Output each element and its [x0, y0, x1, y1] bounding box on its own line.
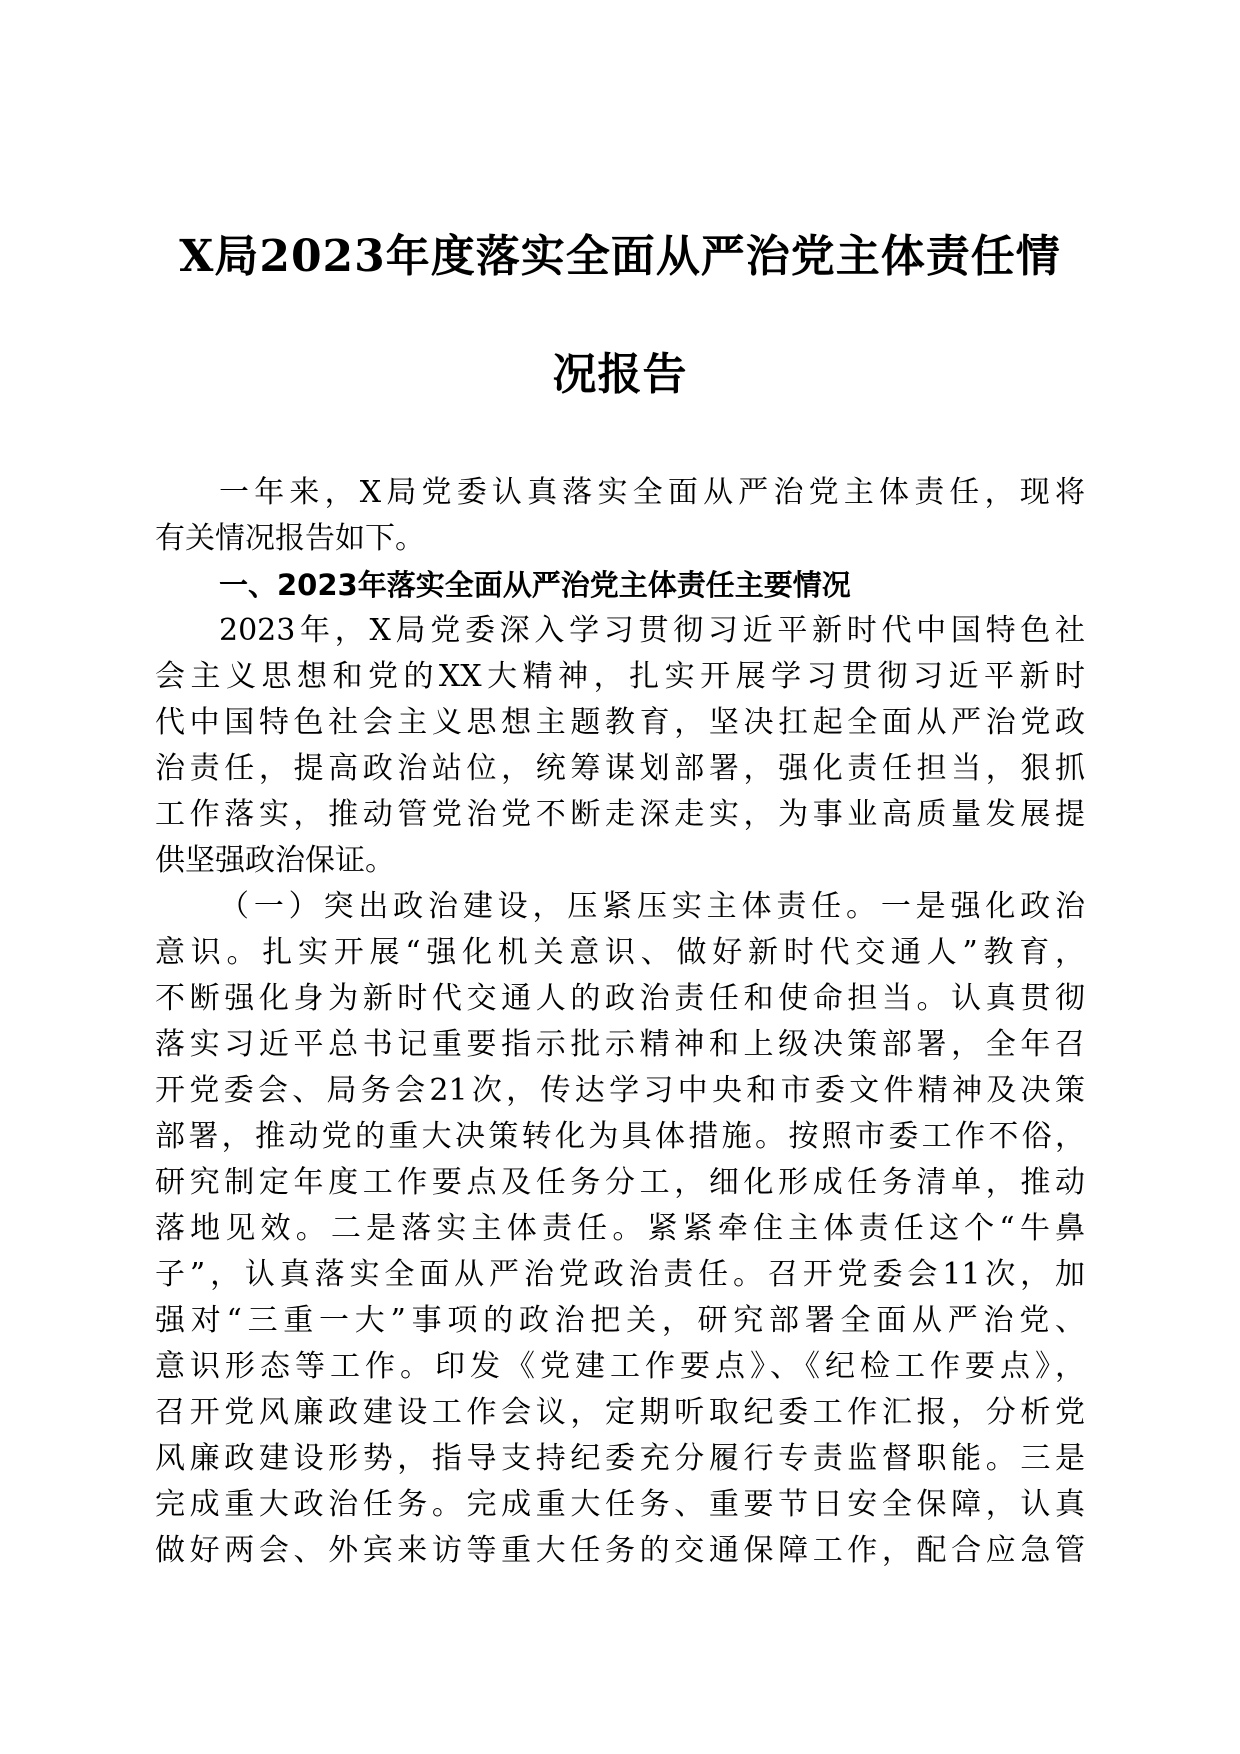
paragraph-line: 落地见效。二是落实主体责任。紧紧牵住主体责任这个“牛鼻	[155, 1211, 1085, 1246]
paragraph-line: 有关情况报告如下。	[155, 521, 425, 556]
paragraph-line: 召开党风廉政建设工作会议，定期听取纪委工作汇报，分析党	[155, 1395, 1085, 1430]
paragraph-line: 意识形态等工作。印发《党建工作要点》、《纪检工作要点》，	[155, 1349, 1085, 1384]
document-title-line-2: 况报告	[552, 349, 688, 400]
paragraph-line: 研究制定年度工作要点及任务分工，细化形成任务清单，推动	[155, 1165, 1085, 1200]
document-title-line-1: X局2023年度落实全面从严治党主体责任情	[179, 231, 1061, 282]
paragraph-line: 意识。扎实开展“强化机关意识、做好新时代交通人”教育，	[155, 935, 1085, 970]
paragraph-line: 2023年，X局党委深入学习贯彻习近平新时代中国特色社	[219, 613, 1085, 648]
paragraph-line: 开党委会、局务会21次，传达学习中央和市委文件精神及决策	[155, 1073, 1085, 1108]
paragraph-line: 做好两会、外宾来访等重大任务的交通保障工作，配合应急管	[155, 1533, 1085, 1568]
paragraph-line: 风廉政建设形势，指导支持纪委充分履行专责监督职能。三是	[155, 1441, 1085, 1476]
paragraph-line: 治责任，提高政治站位，统筹谋划部署，强化责任担当，狠抓	[155, 751, 1085, 786]
paragraph-line: 代中国特色社会主义思想主题教育，坚决扛起全面从严治党政	[155, 705, 1085, 740]
paragraph-line: 一年来，X局党委认真落实全面从严治党主体责任，现将	[219, 475, 1085, 510]
paragraph-line: 部署，推动党的重大决策转化为具体措施。按照市委工作不俗，	[155, 1119, 1085, 1154]
section-heading: 一、2023年落实全面从严治党主体责任主要情况	[219, 568, 851, 602]
paragraph-line: 落实习近平总书记重要指示批示精神和上级决策部署，全年召	[155, 1027, 1085, 1062]
paragraph-line: 子”，认真落实全面从严治党政治责任。召开党委会11次，加	[155, 1257, 1085, 1292]
paragraph-line: 强对“三重一大”事项的政治把关，研究部署全面从严治党、	[155, 1303, 1085, 1338]
paragraph-line: 供坚强政治保证。	[155, 843, 395, 878]
paragraph-line: （一）突出政治建设，压紧压实主体责任。一是强化政治	[219, 889, 1085, 924]
paragraph-line: 工作落实，推动管党治党不断走深走实，为事业高质量发展提	[155, 797, 1085, 832]
paragraph-line: 完成重大政治任务。完成重大任务、重要节日安全保障，认真	[155, 1487, 1085, 1522]
paragraph-line: 会主义思想和党的XX大精神，扎实开展学习贯彻习近平新时	[155, 659, 1085, 694]
paragraph-line: 不断强化身为新时代交通人的政治责任和使命担当。认真贯彻	[155, 981, 1085, 1016]
